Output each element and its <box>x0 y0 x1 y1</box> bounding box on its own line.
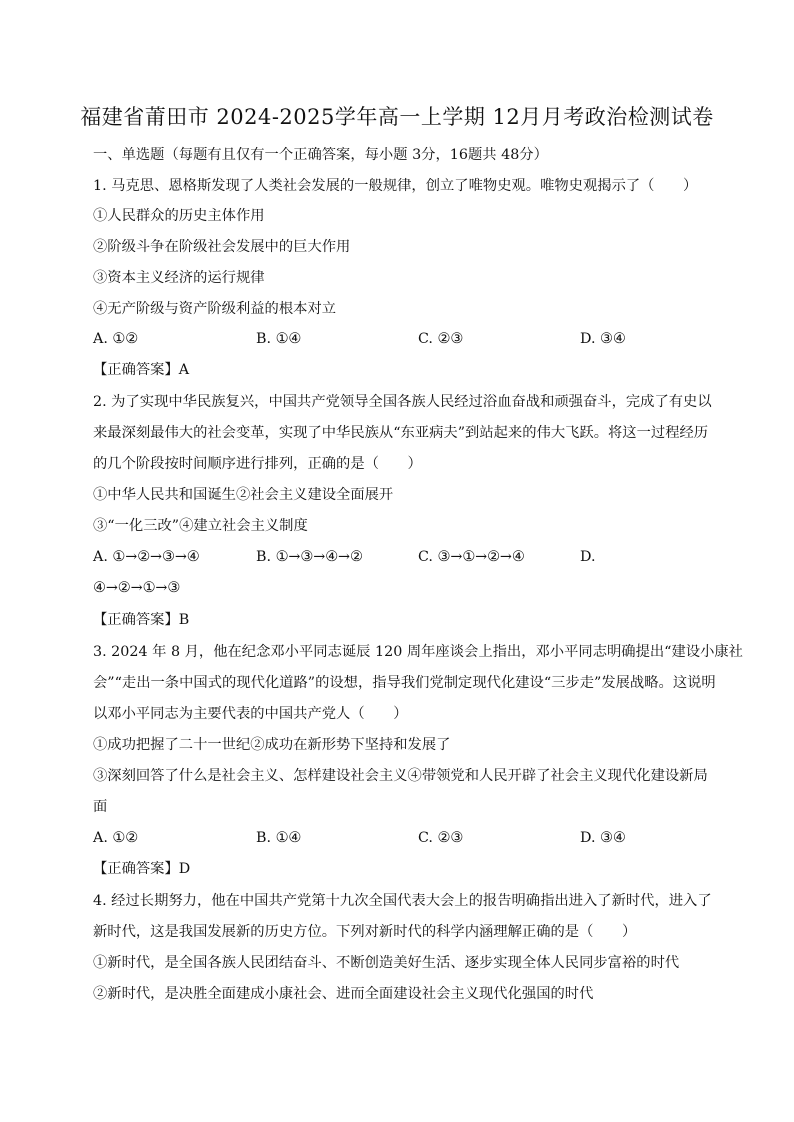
question-3-statement-2-continued: 面 <box>93 799 108 815</box>
question-2-stem-line-2: 来最深刻最伟大的社会变革，实现了中华民族从“东亚病夫”到站起来的伟大飞跃。将这一过程经历 <box>93 425 709 441</box>
section-heading: 一、单选题（每题有且仅有一个正确答案，每小题 3分，16题共 48分） <box>93 147 548 163</box>
question-1-statement-1: ①人民群众的历史主体作用 <box>93 208 265 224</box>
question-2-answer: 【正确答案】B <box>93 612 190 628</box>
question-2-option-a: A. ①→②→③→④ <box>93 549 200 565</box>
question-3-option-d: D. ③④ <box>580 830 626 846</box>
question-1-option-a: A. ①② <box>93 331 139 347</box>
question-4-stem-line-2: 新时代，这是我国发展新的历史方位。下列对新时代的科学内涵理解正确的是（ ） <box>93 924 637 940</box>
question-2-option-d: D. <box>580 549 596 565</box>
question-1-answer: 【正确答案】A <box>93 362 190 378</box>
question-1-statement-4: ④无产阶级与资产阶级利益的根本对立 <box>93 301 337 317</box>
question-2-stem-line-1: 2. 为了实现中华民族复兴，中国共产党领导全国各族人民经过浴血奋战和顽强奋斗，完成了有史以 <box>93 394 712 410</box>
question-4-statement-1: ①新时代，是全国各族人民团结奋斗、不断创造美好生活、逐步实现全体人民同步富裕的时代 <box>93 955 680 971</box>
question-1-statement-2: ②阶级斗争在阶级社会发展中的巨大作用 <box>93 239 351 255</box>
question-1-option-d: D. ③④ <box>580 331 626 347</box>
question-1-stem: 1. 马克思、恩格斯发现了人类社会发展的一般规律，创立了唯物史观。唯物史观揭示了（ ） <box>93 178 698 194</box>
question-2-statement-2: ③“一化三改”④建立社会主义制度 <box>93 518 308 534</box>
question-2-option-d-value: ④→②→①→③ <box>93 580 181 596</box>
question-3-stem-line-2: 会”“走出一条中国式的现代化道路”的设想，指导我们党制定现代化建设“三步走”发展战略。这说明 <box>93 675 716 691</box>
question-3-answer: 【正确答案】D <box>93 861 191 877</box>
question-3-stem-line-3: 以邓小平同志为主要代表的中国共产党人（ ） <box>93 706 408 722</box>
question-3-option-a: A. ①② <box>93 830 139 846</box>
question-3-statement-2: ③深刻回答了什么是社会主义、怎样建设社会主义④带领党和人民开辟了社会主义现代化建设新局 <box>93 768 708 784</box>
question-4-statement-2: ②新时代，是决胜全面建成小康社会、进而全面建设社会主义现代化强国的时代 <box>93 986 594 1002</box>
question-3-option-c: C. ②③ <box>418 830 464 846</box>
question-2-statement-1: ①中华人民共和国诞生②社会主义建设全面展开 <box>93 487 394 503</box>
question-3-statement-1: ①成功把握了二十一世纪②成功在新形势下坚持和发展了 <box>93 737 451 753</box>
question-2-option-c: C. ③→①→②→④ <box>418 549 525 565</box>
question-3-option-b: B. ①④ <box>256 830 302 846</box>
question-1-statement-3: ③资本主义经济的运行规律 <box>93 270 265 286</box>
question-1-option-c: C. ②③ <box>418 331 464 347</box>
question-4-stem-line-1: 4. 经过长期努力，他在中国共产党第十九次全国代表大会上的报告明确指出进入了新时代，进入了 <box>93 893 712 909</box>
question-2-stem-line-3: 的几个阶段按时间顺序进行排列，正确的是（ ） <box>93 456 422 472</box>
question-3-stem-line-1: 3. 2024 年 8 月，他在纪念邓小平同志诞辰 120 周年座谈会上指出，邓小平同志明确提出“建设小康社 <box>93 644 743 660</box>
page-title: 福建省莆田市 2024-2025学年高一上学期 12月月考政治检测试卷 <box>80 105 714 129</box>
question-1-option-b: B. ①④ <box>256 331 302 347</box>
question-2-option-b: B. ①→③→④→② <box>256 549 363 565</box>
